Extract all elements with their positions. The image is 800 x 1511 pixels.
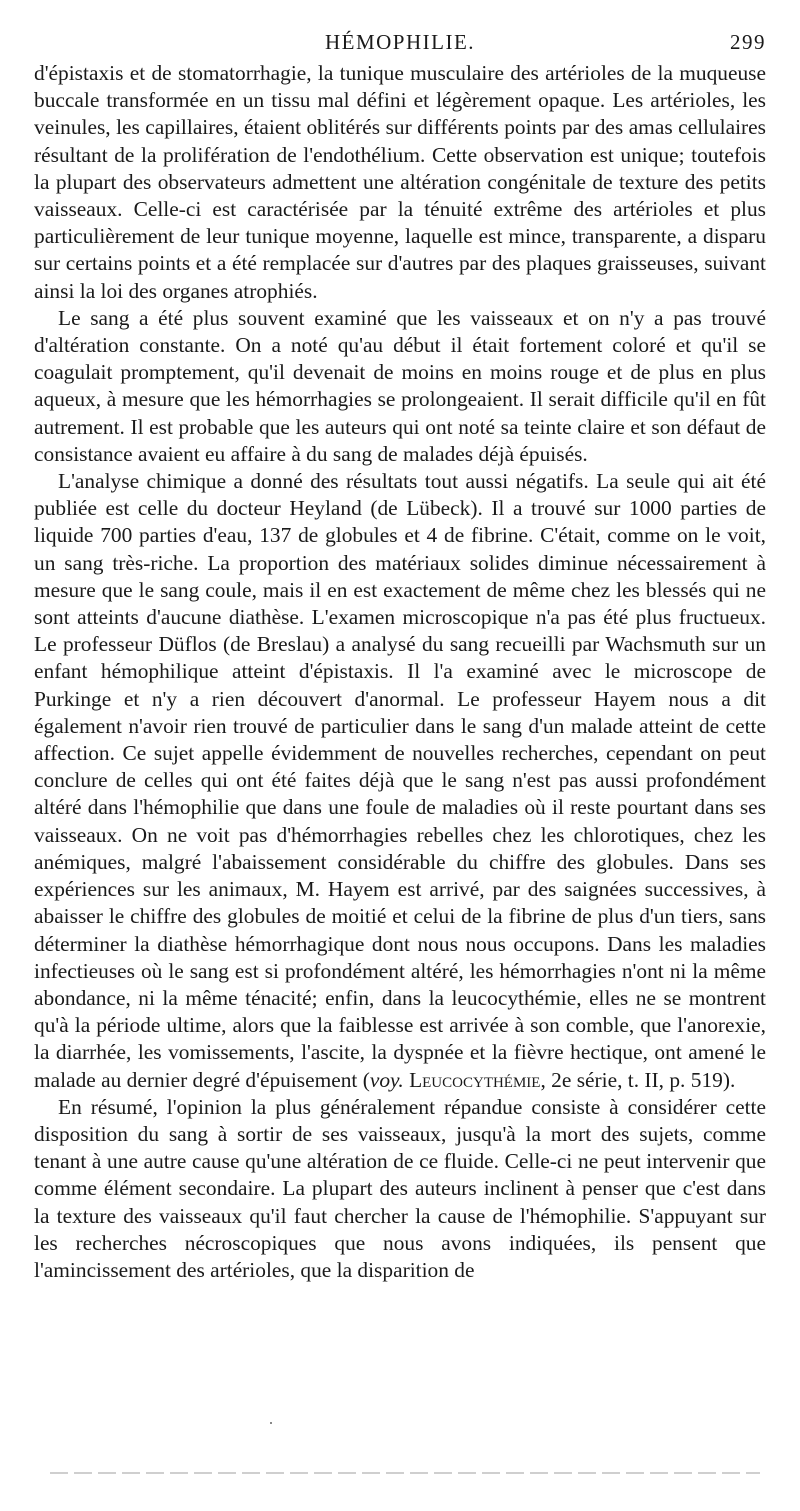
text-segment: , 2e série, t. II, p. 519). bbox=[540, 1067, 736, 1092]
body-text bbox=[34, 60, 766, 1284]
cross-reference: Leucocythémie bbox=[409, 1067, 541, 1092]
running-title: HÉMOPHILIE. bbox=[324, 30, 476, 54]
book-page bbox=[34, 30, 766, 1284]
running-head bbox=[34, 30, 766, 60]
print-speck bbox=[270, 1422, 272, 1424]
text-segment: L'analyse chimique a donné des résultats tout aussi négatifs. La seule qui ait été publiée est celle du docteur Heyland (de Lübeck). Il a trouvé sur 1000 parties de liquide 700 parties d'eau, 137 de globules et 4 de fibrine. C'était, comme on le voit, un sang très-riche. La proportion des matériaux solides diminue nécessairement à mesure que le sang coule, mais il en est exactement de même chez les blessés qui ne sont atteints d'aucune diathèse. L'examen microscopique n'a pas été plus fructueux. Le professeur Düflos (de Breslau) a analysé du sang recueilli par Wachsmuth sur un enfant hémophilique atteint d'épistaxis. Il l'a examiné avec le microscope de Purkinge et n'y a rien découvert d'anormal. Le professeur Hayem nous a dit également n'avoir rien trouvé de particulier dans le sang d'un malade atteint de cette affection. Ce sujet appelle évidemment de nouvelles recherches, cependant on peut conclure de celles qui ont été faites déjà que le sang n'est pas aussi profondément altéré dans l'hémophilie que dans une foule de maladies où il reste pourtant dans ses vaisseaux. On ne voit pas d'hémorrhagies rebelles chez les chlorotiques, chez les anémiques, malgré l'abaissement considérable du chiffre des globules. Dans ses expériences sur les animaux, M. Hayem est arrivé, par des saignées successives, à abaisser le chiffre des globules de moitié et celui de la fibrine de plus d'un tiers, sans déterminer la diathèse hémorrhagique dont nous nous occupons. Dans les maladies infectieuses où le sang est si profondément altéré, les hémorrhagies n'ont ni la même abondance, ni la même ténacité; enfin, dans la leucocythémie, elles ne se montrent qu'à la période ultime, alors que la faiblesse est arrivée à son comble, que l'anorexie, la diarrhée, les vomissements, l'ascite, la dyspnée et la fièvre hectique, ont amené le malade au dernier degré d'épuisement ( bbox=[34, 469, 766, 1092]
paragraph bbox=[34, 60, 766, 305]
paragraph bbox=[34, 1094, 766, 1284]
text-segment: d'épistaxis et de stomatorrhagie, la tunique musculaire des artérioles de la muqueuse buccale transformée en un tissu mal défini et légèrement opaque. Les artérioles, les veinules, les capillaires, étaient oblitérés sur différents points par des amas cellulaires résultant de la prolifération de l'endothélium. Cette observation est unique; toutefois la plupart des observateurs admettent une altération congénitale de texture des petits vaisseaux. Celle-ci est caractérisée par la ténuité extrême des artérioles et plus particulièrement de leur tunique moyenne, laquelle est mince, transparente, a disparu sur certains points et a été remplacée sur d'autres par des plaques graisseuses, suivant ainsi la loi des organes atrophiés. bbox=[34, 61, 766, 303]
paragraph bbox=[34, 305, 766, 468]
paragraph bbox=[34, 468, 766, 1094]
text-segment: Le sang a été plus souvent examiné que les vaisseaux et on n'y a pas trouvé d'altération constante. On a noté qu'au début il était fortement coloré et qu'il se coagulait promptement, qu'il devenait de moins en moins rouge et de plus en plus aqueux, à mesure que les hémorrhagies se prolongeaient. Il serait difficile qu'il en fût autrement. Il est probable que les auteurs qui ont noté sa teinte claire et son défaut de consistance avaient eu affaire à du sang de malades déjà épuisés. bbox=[34, 305, 766, 466]
text-segment: En résumé, l'opinion la plus généralement répandue consiste à considérer cette disposition du sang à sortir de ses vaisseaux, jusqu'à la mort des sujets, comme tenant à une autre cause qu'une altération de ce fluide. Celle-ci ne peut intervenir que comme élément secondaire. La plupart des auteurs inclinent à penser que c'est dans la texture des vaisseaux qu'il faut chercher la cause de l'hémophilie. S'appuyant sur les recherches nécroscopiques que nous avons indiquées, ils pensent que l'amincissement des artérioles, que la disparition de bbox=[34, 1094, 766, 1282]
page-number: 299 bbox=[730, 30, 766, 54]
bleed-through-line bbox=[50, 1472, 760, 1474]
italic-text: voy. bbox=[369, 1067, 404, 1092]
